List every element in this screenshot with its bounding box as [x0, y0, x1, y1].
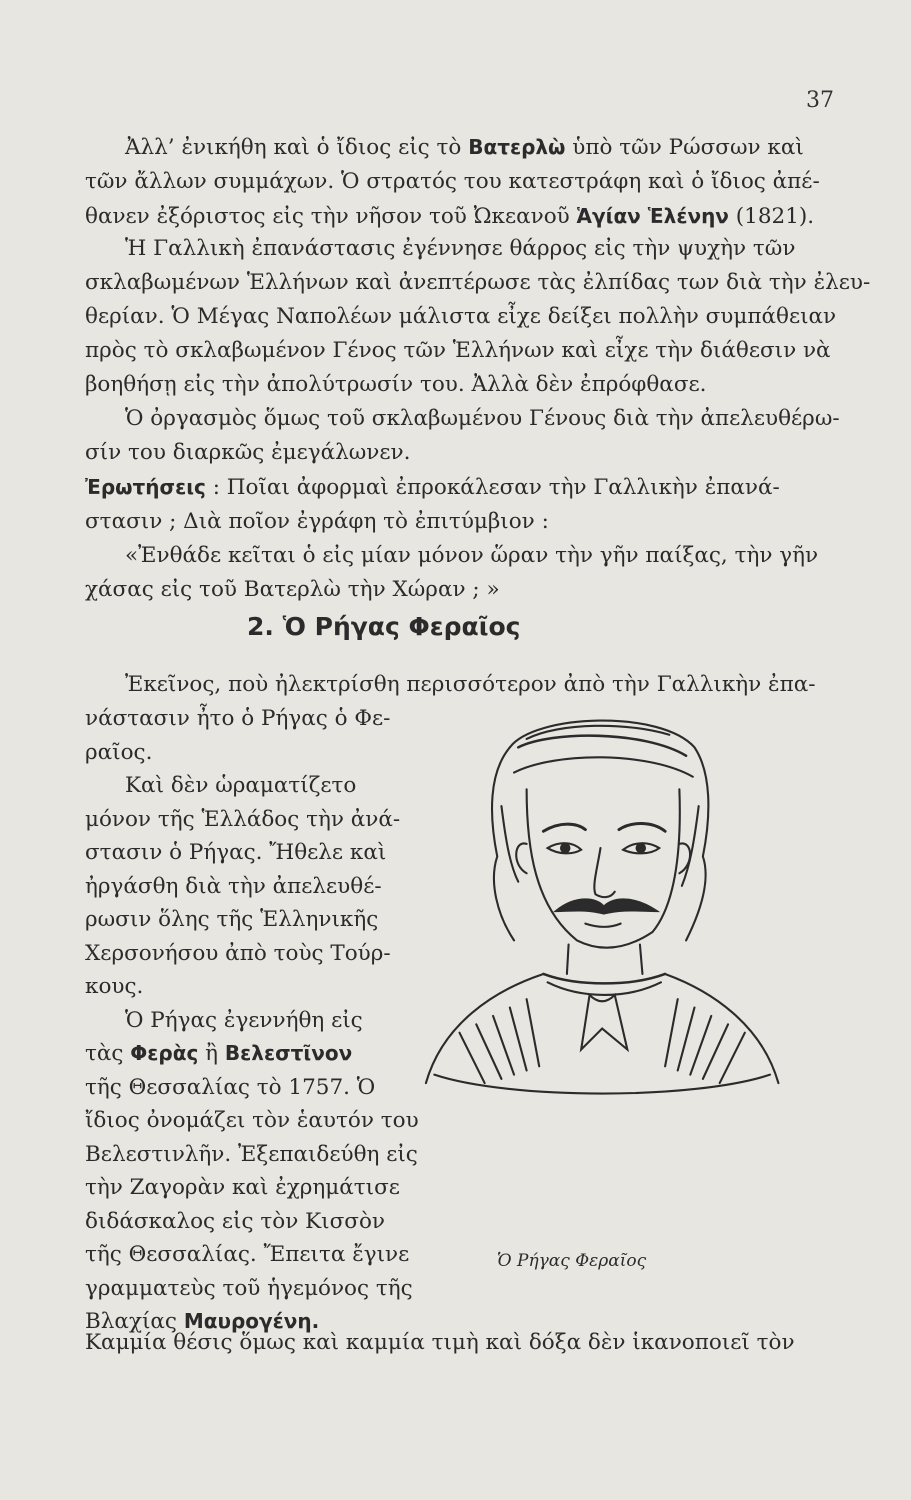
questions-label: Ἐρωτήσεις: [85, 475, 206, 499]
text-line: βοηθήσῃ εἰς τὴν ἀπολύτρωσίν του. Ἀλλὰ δὲν ἐπρόφθασε.: [85, 372, 707, 397]
text-line: διδάσκαλος εἰς τὸν Κισσὸν: [85, 1208, 385, 1234]
paragraph-orgasm: [85, 402, 845, 470]
bold-term-waterloo: Βατερλὼ: [468, 135, 566, 159]
text-line: ἴδιος ὀνομάζει τὸν ἑαυτόν του: [85, 1108, 419, 1133]
text-line: Καὶ δὲν ὡραματίζετο: [125, 773, 357, 798]
text-line: τῶν ἄλλων συμμάχων. Ὁ στρατός του κατεστράφη καὶ ὁ ἴδιος ἀπέ-: [85, 169, 820, 194]
text-fragment: Βλαχίας: [85, 1309, 184, 1334]
text-line: τῆς Θεσσαλίας. Ἔπειτα ἔγινε: [85, 1242, 410, 1267]
text-fragment: : Ποῖαι ἀφορμαὶ ἐπροκάλεσαν τὴν Γαλλικὴν ἐπανά-: [205, 475, 780, 500]
rigas-column-text: [85, 702, 419, 1339]
paragraph-napoleon-fall: [85, 130, 845, 234]
text-line: Ὁ Ρήγας ἐγεννήθη εἰς: [125, 1007, 363, 1033]
text-line: τὴν Ζαγορὰν καὶ ἐχρημάτισε: [85, 1175, 400, 1200]
epitaph-quote: χάσας εἰς τοῦ Βατερλὼ τὴν Χώραν ; »: [85, 577, 500, 602]
bold-term-velestino: Βελεστῖνον: [224, 1041, 353, 1065]
bold-term-saint-helena: Ἁγίαν Ἑλένην: [576, 204, 729, 228]
bold-term-feres: Φερὰς: [130, 1041, 199, 1065]
text-line: ρωσιν ὅλης τῆς Ἑλληνικῆς: [85, 907, 379, 932]
final-line: Καμμία θέσις ὅμως καὶ καμμία τιμὴ καὶ δόξα δὲν ἱκανοποιεῖ τὸν: [85, 1330, 795, 1355]
section-heading: 2. Ὁ Ρήγας Φεραῖος: [247, 612, 521, 641]
bold-term-mavrogenis: Μαυρογένη.: [183, 1309, 320, 1333]
portrait-caption: Ὁ Ρήγας Φεραῖος: [497, 1251, 647, 1271]
page-number: 37: [806, 88, 834, 113]
text-fragment: (1821).: [728, 204, 815, 229]
text-line: ἠργάσθη διὰ τὴν ἀπελευθέ-: [85, 873, 382, 899]
text-line: τῆς Θεσσαλίας τὸ 1757. Ὁ: [85, 1074, 376, 1100]
text-line: Βελεστινλῆν. Ἐξεπαιδεύθη εἰς: [85, 1141, 418, 1167]
text-line: κους.: [85, 974, 144, 999]
text-line: σκλαβωμένων Ἑλλήνων καὶ ἀνεπτέρωσε τὰς ἐλπίδας των διὰ τὴν ἐλευ-: [85, 270, 871, 295]
text-line: στασιν ὁ Ρήγας. Ἤθελε καὶ: [85, 840, 387, 865]
paragraph-french-revolution: [85, 232, 871, 402]
text-line: μόνον τῆς Ἑλλάδος τὴν ἀνά-: [85, 806, 401, 832]
text-line: στασιν ; Διὰ ποῖον ἐγράφη τὸ ἐπιτύμβιον :: [85, 509, 549, 534]
text-fragment: ὑπὸ τῶν Ρώσσων καὶ: [565, 135, 804, 160]
text-fragment: θανεν ἐξόριστος εἰς τὴν νῆσον τοῦ Ὠκεανοῦ: [85, 204, 577, 229]
text-line: Ἡ Γαλλικὴ ἐπανάστασις ἐγέννησε θάρρος εἰς τὴν ψυχὴν τῶν: [125, 236, 796, 261]
text-line: Ὁ ὀργασμὸς ὅμως τοῦ σκλαβωμένου Γένους διὰ τὴν ἀπελευθέρω-: [125, 406, 840, 431]
epitaph-quote: «Ἐνθάδε κεῖται ὁ εἰς μίαν μόνον ὥραν τὴν γῆν παίξας, τὴν γῆν: [125, 543, 819, 568]
text-line: Χερσονήσου ἀπὸ τοὺς Τούρ-: [85, 940, 391, 966]
questions-block: [85, 470, 845, 607]
text-line: πρὸς τὸ σκλαβωμένον Γένος τῶν Ἑλλήνων καὶ εἶχε τὴν διάθεσιν νὰ: [85, 338, 831, 363]
text-fragment: Ἀλλ’ ἐνικήθη καὶ ὁ ἴδιος εἰς τὸ: [125, 135, 469, 160]
text-line: γραμματεὺς τοῦ ἡγεμόνος τῆς: [85, 1275, 413, 1301]
portrait-illustration: [372, 697, 834, 1167]
text-fragment: τὰς: [85, 1041, 131, 1066]
text-line: νάστασιν ἦτο ὁ Ρήγας ὁ Φε-: [85, 706, 391, 731]
text-fragment: ἢ: [198, 1041, 225, 1066]
text-line: ραῖος.: [85, 739, 153, 765]
text-line: Ἐκεῖνος, ποὺ ἠλεκτρίσθη περισσότερον ἀπὸ τὴν Γαλλικὴν ἐπα-: [125, 672, 816, 697]
text-line: σίν του διαρκῶς ἐμεγάλωνεν.: [85, 440, 411, 465]
text-line: θερίαν. Ὁ Μέγας Ναπολέων μάλιστα εἶχε δείξει πολλὴν συμπάθειαν: [85, 304, 837, 329]
